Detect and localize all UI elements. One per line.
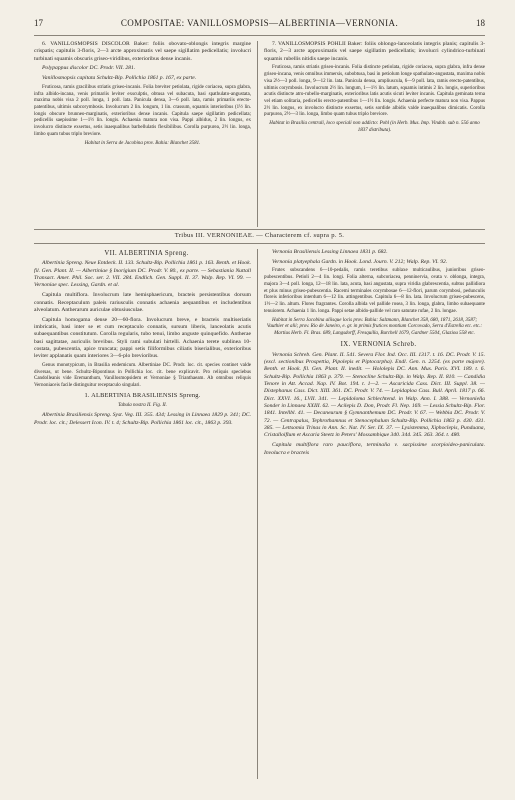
running-head [34, 17, 485, 29]
genus-vernonia-diagnosis: Capitula multiflora raro pauciflora, terminalia v. sacpissime scorpioideo-paniculata. Involucra e bracteis [264, 442, 485, 456]
genus-vernonia-synonymy: Vernonia Schreb. Gen. Plant. II. 541. Severa Flor. Ind. Occ. III. 1317. t. 16. DC. Prodr. V. 15. (excl. sectionibus Prospettia, Pipolepis et Piptocarpha). Endl. Gen. n. 2254. (ex parte majore). Benth. et Hook. fil. Gen. Plant. II. inedit. — Hololepis DC. Ann. Mus. Paris. XVI. 189. t. 6. Schultz-Bip. Pollichia 1863 p. 379. — Stenocline Schultz-Bip. in Walp. Rep. II. 810. — Candidia Tenore in Att. Accad. Nap. IV. Bot. 194. t. 1—2. — Ascaricida Cass. Dict. III. Suppl. 38. — Distephanus Cass. Dict. XIII. 361. DC. Prodr. V. 74. — Lepidaploa Cass. Bull. April. 1817 p. 66. Dict. XXVI. 16., LVII. 341. — Lepidoloma Schlechtend. in Walp. Ann. I. 388. — Vernoniella Sonder in Linnaea XXIII. 62. — Acilepis D. Don, Prodr. Fl. Nep. 169. — Lessia Schultz-Bip. Flor. 1841. Intellbl. 41. — Decaneurum § Gymnanthemum DC. Prodr. V. 67. — Webbia DC. Prodr. V. 72. — Centrapalus, Tephrothamnus et Stenocephalum Schultz-Bip. Pollichia 1863 p. 430. 431. 385. — Lettsomia Trinas in Ann. Sc. Nat. IV. Ser. IX. 37. — Lysistemma, Xiphoclepis, Punduana, Cristalloiflum et Ascaria Steetz in Peters' Mossambique 340. 344. 345. 363. 364. t. 480. [264, 351, 485, 439]
species-6-diagnosis: 6. VANILLOSMOPSIS DISCOLOR Baker: foliis obovato-oblongis integris margine crispatis; capitulis 3-floris, 2—3 arcte approximatis vel saepe sigillatim pedicellatis; involucri turbinati squamis obscuris griseo-viridibus, exterioribus dense incanis. [34, 41, 251, 62]
species-6-habitat: Habitat in Serra de Jacobina prov. Bahia: Blanchet 3581. [84, 140, 201, 146]
species-7-diagnosis: 7. VANILLOSMOPSIS POHLII Baker: foliis oblongo-lanceolatis integris planis; capitulis 3-floris, 2—3 arcte approximatis vel saepe sigillatim pedicellatis; involucri cylindrico-turbinati squamis rubellis nitidis saepe incanis. [264, 41, 485, 62]
column-rule-bottom [257, 249, 258, 779]
albertinia-synonym-1: Vernonia Brasiliensis Lessing Linnaea 1831 p. 682. [272, 249, 388, 255]
top-left-column [34, 41, 251, 227]
tribus-rule-bottom [34, 243, 485, 244]
right-page-number: 18 [476, 18, 485, 28]
genus-albertinia-diagnosis: Capitula multiflora. Involucrum late hemisphaericum, bracteis persistentibus dorsum connatis. Receptaculum paleis rariusculis connatis achaenia aequantibus et includentibus alveolatum. Antherarum auriculae obtusiusculae. [34, 292, 251, 313]
species-albertinia-heading: 1. ALBERTINIA BRASILIENSIS Spreng. [84, 392, 201, 400]
species-6-synonym-2: Vanillosmopsis capitata Schultz-Bip. Pollichia 1861 p. 167, ex parte. [42, 75, 197, 82]
species-7-description: Fruticosa, ramis striatis griseo-incanis. Folia distincte petiolata, rigide coriacea, supra glabra, infra dense griseo-incana, venis omnibus immersis, subobtusa, basi in petiolum longe spathulato-angustata, maxima nobis visa 2½—3 poll. longa, 9—12 lin. lata. Panicula densa, ampliuscula, 6—9 poll. lata, ramis erecto-patentibus, ultimis corymbosis. Involucrum 2½ lin. longum, 1—1½ lin. latum, squamis intimis 2 lin. longis, superioribus acutis distincte atro-rubello-marginatis, exterioribus latis acutis sicuti leviter incanis. Capitula geminata terna vel etiam solitaria, pedicellis erecto-patentibus 1—1½ lin. longis. Achaenia perfecte matura non visa. Pappus 2½ lin. longus, ex involucro distincte exsertus, setis sordide albidis valde inaequalibus dimicatis. Corolla purpurea, 2½—3 lin. longa, limbo quam tubus triplo breviore. [264, 65, 485, 118]
albertinia-synonym-2: Vernonia platyephala Gardn. in Hook. Lond. Journ. V. 212; Walp. Rep. VI. 92. [272, 258, 448, 265]
species-6-description: Fruticosa, ramis gracilibus striatis griseo-incanis. Folia breviter petiolata, rigide coriacea, supra glabra, infra albido-incana, venis primariis leviter exsculptis, obtusa vel subacuta, basi spathulato-angustata, maxima nobis visa 2 poll. longa, 1 poll. lata. Panicula densa, 3—6 poll. lata, ramis primariis erecto-patentibus, ultimis subcorymbosis. Involucrum 2 lin. longum, 1 lin. crassum, squamis interioribus (1½ lin. longis obscure brunneo-marginatis, exterioribus dense incanis. Capitula saepe sigillatim pedicellata; pedicellis saepissime 1—1½ lin. longis. Achaenia matura non visa. Pappi albidus, 2 lin. longus, ex involucro distincte exsertus, setis inaequalibus barbellulatis flexibilibus. Corolla purpurea, 2½ lin. longa, limbo quam tubus triplo breviore. [34, 84, 251, 137]
running-title: COMPOSITAE: VANILLOSMOPSIS—ALBERTINIA—VERNONIA. [120, 18, 399, 28]
genus-albertinia-notes: Genus monotypicum, in Brasilia endemicum. Albertiniae DC. Prodr. loc. cit. species continet valde diversas, ut bene. Schultz-Bipontinus in Pollichia loc. cit. bene explicavit. Pro reliquis speciebus Candolleanis vide Eremanthum, Vanillosmopsidem et Vernoniae § Trianthaeam. Ab omnibus reliquis Vernoniaceis facile distinguitur receptaculo singulari. [34, 363, 251, 389]
genus-vernonia-heading: IX. VERNONIA Schreb. [340, 341, 417, 349]
albertinia-description: Frutex subscandens 6—10-pedalis, ramis teretibus sublaxe multicaulibus, junioribus griseo-pubescentibus. Petioli 2—4 lin. longi. Folia alterna, subcoriacea, penninervia, ovata v. oblonga, integra, majora 3—4 poll. longa, 12—18 lin. lata, acuta, basi angustata, supra viridia glabrescentia, subtus pallidiora et plus minus griseo-pubescentia. Racemi terminales corymbosae 6—12-flori, parum corymbosi, pedunculis floreis inferioribus interdum 6—12 lin. attingentibus. Capitula 6—8 lin. lata. Involucrum griseo-pubescens, 1½—2 lin. altum. Flores fragrantes. Corolla albida vel pallide rosea, 3 lin. longa, glabra, limbo subaequante tenuiorem. Achaenia 1 lin. longa. Pappi setae albido-pallide vel raro saturate rufae, 2 lin. longae. [264, 268, 485, 314]
genus-albertinia-description: Capitula homogama dense 20—60-flora. Involucrum breve, e bracteis multiseriatis imbricatis, basi inter se et cum receptaculo connatis, sursum liberis, lanceolatis acutis subaequantibus constitutum. Corolla regularis, tubo tenui, limbo anguste quinquefido. Antherae basi sagittatae, auriculis brevibus. Styli rami subulati hirtelli. Achaenia terete sublinea 10-costata, pubescentia, apice truncata; pappi setis filiformibus ciliatis biserialibus, exterioribus leviter applanatis quam interiores 3—6-plo brevioribus. [34, 316, 251, 360]
tribus-heading: Tribus III. VERNONIEAE. — Characterem cf. supra p. 5. [174, 232, 345, 239]
tribus-rule-top [34, 229, 485, 230]
top-right-column [264, 41, 485, 227]
genus-albertinia-heading: VII. ALBERTINIA Spreng. [104, 250, 189, 257]
albertinia-habitat: Habitat in Serra Jacobina aliisque locis prov. Bahia: Salzmann, Blanchet 358, 680, 1871, 2618, 3587; Vauthier et alii; prov. Rio de Janeiro, e. gr. in primis frutices montium Corcovado, Serra d'Estrella etc. etc.: Martius Herb. Fl. Bras. 689, Langsdorff, Fresquilla, Burchell 1679, Gardner 5504, Glaziou 558 etc. [266, 317, 483, 337]
species-7-habitat: Habitat in Brasilia centrali, loco speciali non addicto: Pohl (in Herb. Mus. Imp. Vindob. sub n. 556 anno 1837 distributa). [269, 121, 480, 134]
bottom-left-column [34, 249, 251, 779]
column-rule-top [257, 41, 258, 227]
header-rule [34, 35, 485, 36]
species-6-synonym-1: Polypappus discolor DC. Prodr. VII. 281. [42, 65, 136, 72]
species-albertinia-plate: Tabula nostra II. Fig. II. [118, 403, 167, 409]
genus-albertinia-synonymy: Albertinia Spreng. Neue Entdeck. II. 133. Schultz-Bip. Pollichia 1861 p. 163. Benth. et Hook. fil. Gen. Plant. II. — Albertiniae § Inorigium DC. Prodr. V. 80., ex parte. — Sebastiania Nuttall Transact. Amer. Phil. Soc. ser. 2. VII. 284. Endlich. Gen. Suppl. II. 37. Walp. Rep. VI. 99. — Vernoniae spec. Lessing, Gardn. et al. [34, 260, 251, 289]
species-albertinia-synonymy: Albertinia Brasiliensis Spreng. Syst. Veg. III. 355. 434; Lessing in Linnaea 1829 p. 341; DC. Prodr. loc. cit.; Delessert Icon. IV. t. 4; Schultz-Bip. Pollichia 1861 loc. cit., 1863 p. 393. [34, 412, 251, 426]
left-page-number: 17 [34, 18, 43, 28]
bottom-right-column [264, 249, 485, 779]
